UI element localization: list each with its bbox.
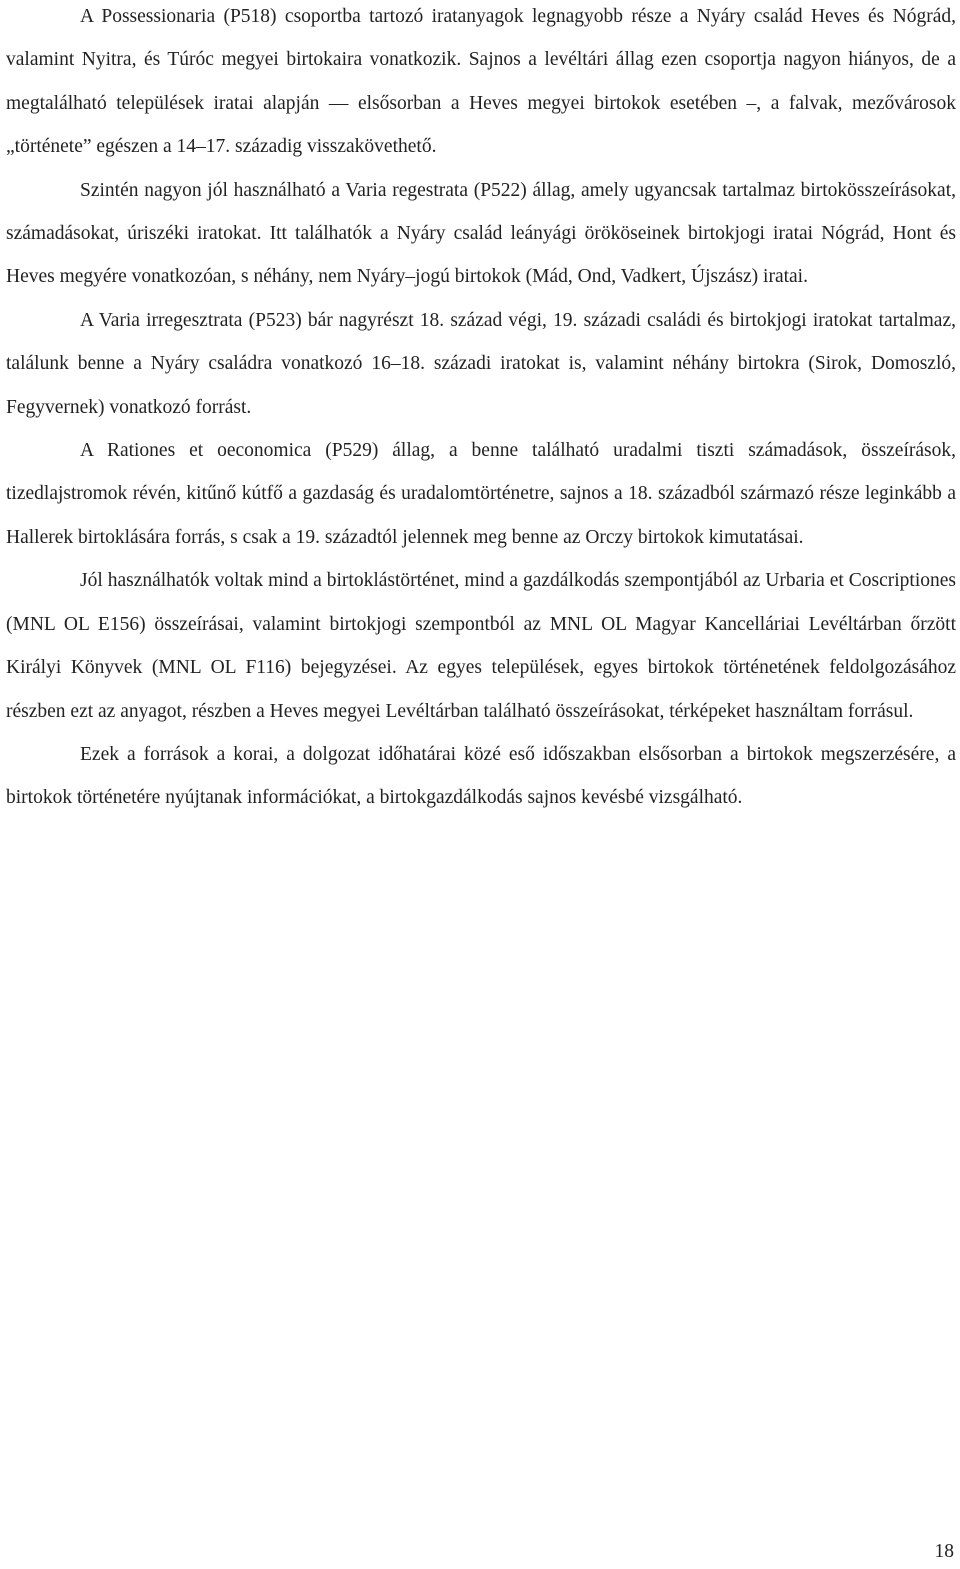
paragraph-varia-regestrata: Szintén nagyon jól használható a Varia regestrata (P522) állag, amely ugyancsak tartalmaz birtokösszeírásokat, számadásokat, úriszéki iratokat. Itt találhatók a Nyáry család leányági örököseinek birtokjogi iratai Nógrád, Hont és Heves megyére vonatkozóan, s néhány, nem Nyáry–jogú birtokok (Mád, Ond, Vadkert, Újszász) iratai. <box>6 179 956 288</box>
paragraph-rationes-et-oeconomica: A Rationes et oeconomica (P529) állag, a benne található uradalmi tiszti számadások, összeírások, tizedlajstromok révén, kitűnő kútfő a gazdaság és uradalomtörténetre, sajnos a 18. századból származó része leginkább a Hallerek birtoklására forrás, s csak a 19. századtól jelennek meg benne az Orczy birtokok kimutatásai. <box>6 440 956 548</box>
page-body <box>6 0 956 820</box>
paragraph-varia-irregesztrata: A Varia irregesztrata (P523) bár nagyrészt 18. század végi, 19. századi családi és birtokjogi iratokat tartalmaz, találunk benne a Nyáry családra vonatkozó 16–18. századi iratokat is, valamint néhány birtokra (Sirok, Domoszló, Fegyvernek) vonatkozó forrást. <box>6 309 956 418</box>
paragraph-urbaria-et-conscriptiones: Jól használhatók voltak mind a birtoklástörténet, mind a gazdálkodás szempontjából az Urbaria et Coscriptiones (MNL OL E156) összeírásai, valamint birtokjogi szempontból az MNL OL Magyar Kancelláriai Levéltárban őrzött Királyi Könyvek (MNL OL F116) bejegyzései. Az egyes települések, egyes birtokok történetének feldolgozásához részben ezt az anyagot, részben a Heves megyei Levéltárban található összeírásokat, térképeket használtam forrásul. <box>6 570 956 722</box>
page-number: 18 <box>934 1541 954 1562</box>
paragraph-closing: Ezek a források a korai, a dolgozat időhatárai közé eső időszakban elsősorban a birtokok megszerzésére, a birtokok történetére nyújtanak információkat, a birtokgazdálkodás sajnos kevésbé vizsgálható. <box>6 743 956 809</box>
paragraph-possessionaria: A Possessionaria (P518) csoportba tartozó iratanyagok legnagyobb része a Nyáry család Heves és Nógrád, valamint Nyitra, és Túróc megyei birtokaira vonatkozik. Sajnos a levéltári állag ezen csoportja nagyon hiányos, de a megtalálható települések iratai alapján — elsősorban a Heves megyei birtokok esetében –, a falvak, mezővárosok „története” egészen a 14–17. századig visszakövethető. <box>6 6 956 158</box>
